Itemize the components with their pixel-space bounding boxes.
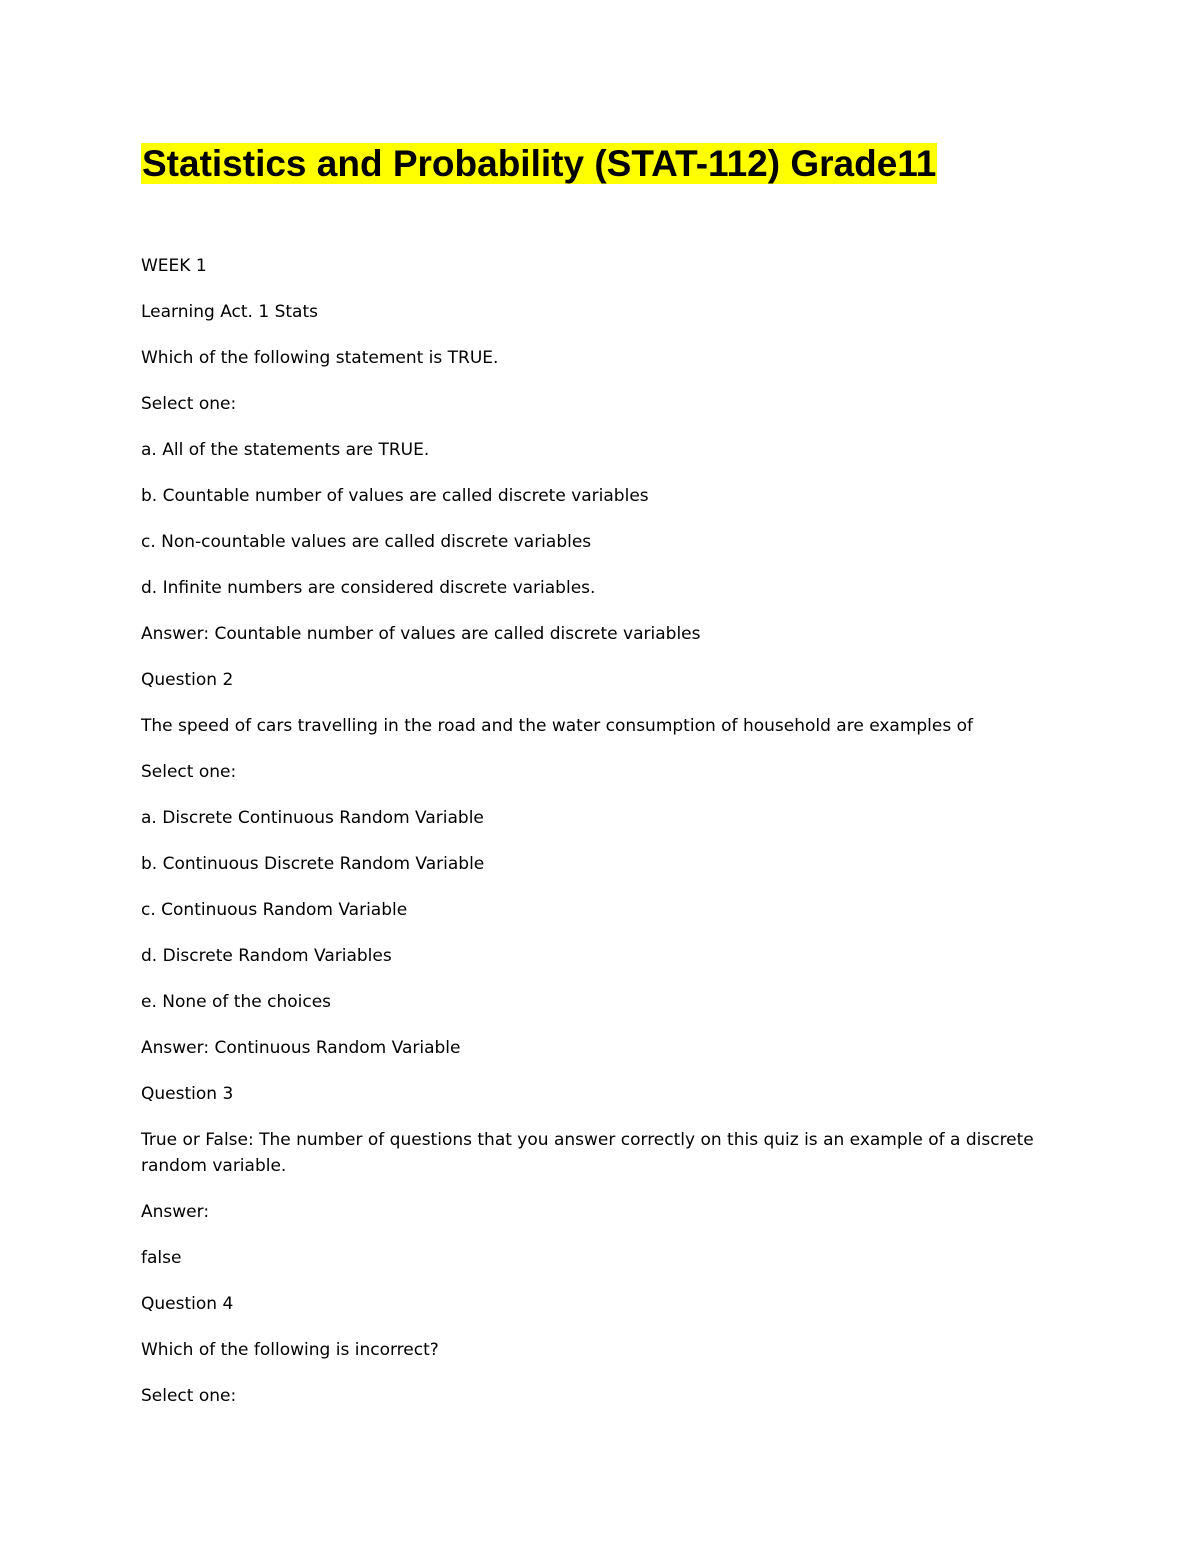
question-2-answer: Answer: Continuous Random Variable — [141, 1038, 461, 1058]
question-3-text: True or False: The number of questions that you answer correctly on this quiz is an example of a discrete random variable. — [141, 1130, 1034, 1176]
document-title-text: Statistics and Probability (STAT-112) Grade11 — [142, 143, 937, 184]
question-3-heading: Question 3 — [141, 1084, 234, 1104]
question-1-option-d: d. Infinite numbers are considered discrete variables. — [141, 578, 596, 598]
select-one-label: Select one: — [141, 394, 237, 414]
week-heading: WEEK 1 — [141, 256, 207, 276]
select-one-label: Select one: — [141, 1386, 237, 1406]
activity-heading: Learning Act. 1 Stats — [141, 302, 318, 322]
question-1-option-c: c. Non-countable values are called discrete variables — [141, 532, 592, 552]
question-2-option-d: d. Discrete Random Variables — [141, 946, 392, 966]
question-2-heading: Question 2 — [141, 670, 234, 690]
question-1-option-b: b. Countable number of values are called discrete variables — [141, 486, 649, 506]
question-1-answer: Answer: Countable number of values are called discrete variables — [141, 624, 701, 644]
question-2-text: The speed of cars travelling in the road and the water consumption of household are examples of — [141, 716, 974, 736]
question-4-text: Which of the following is incorrect? — [141, 1340, 439, 1360]
question-2-option-a: a. Discrete Continuous Random Variable — [141, 808, 484, 828]
question-4-heading: Question 4 — [141, 1294, 234, 1314]
question-1-text: Which of the following statement is TRUE. — [141, 348, 499, 368]
question-3-answer-value: false — [141, 1248, 182, 1268]
question-2-option-c: c. Continuous Random Variable — [141, 900, 408, 920]
document-title — [141, 141, 937, 187]
question-3-answer-label: Answer: — [141, 1202, 210, 1222]
question-2-option-e: e. None of the choices — [141, 992, 332, 1012]
question-1-option-a: a. All of the statements are TRUE. — [141, 440, 430, 460]
select-one-label: Select one: — [141, 762, 237, 782]
question-2-option-b: b. Continuous Discrete Random Variable — [141, 854, 485, 874]
